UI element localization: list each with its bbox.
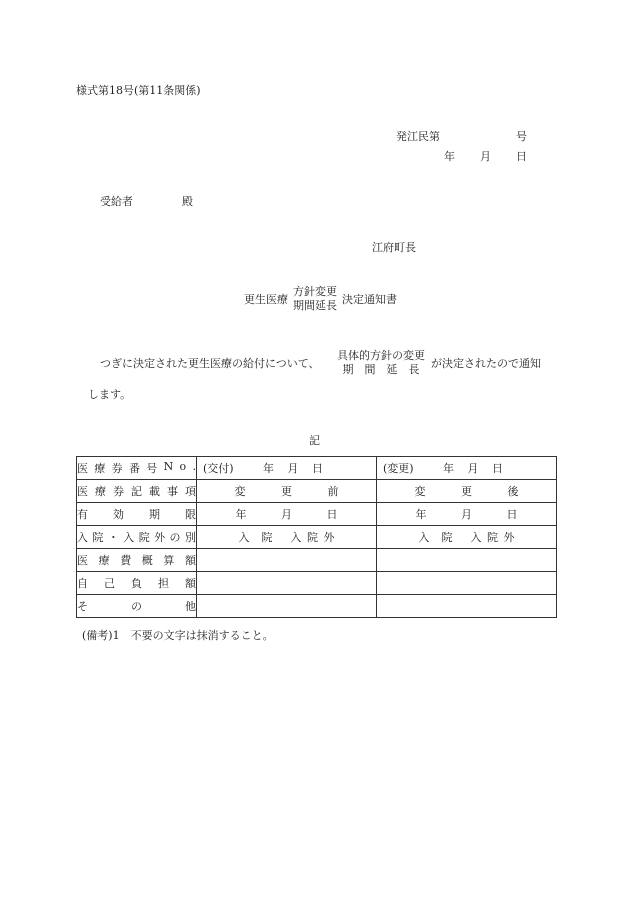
table-row [77,457,557,480]
issue-number-suffix: 号 [516,130,527,143]
details-table [76,456,557,618]
title-prefix: 更生医療 [244,293,288,306]
body-line2: します。 [88,388,132,401]
body-option-top: 具体的方針の変更 [337,349,425,362]
row-label-text: 医 療 費 概 算 額 [77,554,196,567]
table-row [77,595,557,618]
inpatient-cell-left [197,526,377,549]
recipient-honorific: 殿 [182,195,193,208]
table-row [77,572,557,595]
date-month: 月 [287,462,299,475]
row-label-text: 自 己 負 担 額 [77,577,196,590]
row-label-text: 入 院 ・ 入 院 外 の 別 [77,531,196,544]
issue-date-day: 日 [516,150,527,163]
issue-date-month: 月 [480,150,491,163]
date-day: 日 [326,508,338,521]
body-option-bottom: 期 間 延 長 [342,362,420,376]
date-month: 月 [461,508,472,521]
title-option-bottom: 期間延長 [293,298,337,312]
title-suffix: 決定通知書 [342,293,397,306]
date-year: 年 [443,462,454,475]
table-row [77,526,557,549]
body-lead: つぎに決定された更生医療の給付について、 [100,357,320,370]
row-label-text: そ の 他 [77,600,196,613]
issuer-name: 江府町長 [372,241,416,254]
recipient-label: 受給者 [100,195,133,208]
empty-cell [197,572,377,595]
row-label-text: 医 療 券 番 号 N o . [77,460,196,475]
inpatient-text: 入 院 [238,531,273,544]
date-year: 年 [415,508,427,521]
body-tail: が決定されたので通知 [431,357,541,370]
record-heading: 記 [309,434,320,447]
empty-cell [197,549,377,572]
after-change-cell [377,480,557,503]
row-label [77,526,197,549]
outpatient-text: 入 院 外 [290,531,335,544]
empty-cell [377,595,557,618]
date-day: 日 [506,508,518,521]
changed-label: (変更) [383,462,414,475]
table-row [77,549,557,572]
date-day: 日 [492,462,503,475]
row-label [77,480,197,503]
form-header: 様式第18号(第11条関係) [76,84,201,97]
row-label-text: 有 効 期 限 [77,508,196,521]
body-options [332,349,430,377]
table-row [77,480,557,503]
validity-cell-right [377,503,557,526]
outpatient-text: 入 院 外 [470,531,515,544]
after-change-text: 変 更 後 [414,485,519,498]
row-label [77,457,197,480]
issue-date-year: 年 [444,150,455,163]
empty-cell [377,549,557,572]
changed-date-cell [377,457,557,480]
row-label-text: 医 療 券 記 載 事 項 [77,485,196,498]
title-option-top: 方針変更 [293,285,337,298]
empty-cell [377,572,557,595]
date-year: 年 [235,508,247,521]
date-year: 年 [263,462,274,475]
validity-cell-left [197,503,377,526]
table-row [77,503,557,526]
inpatient-text: 入 院 [418,531,453,544]
title-options [293,285,337,313]
row-label [77,549,197,572]
empty-cell [197,595,377,618]
date-month: 月 [281,508,292,521]
issued-date-cell [197,457,377,480]
before-change-text: 変 更 前 [234,485,339,498]
inpatient-cell-right [377,526,557,549]
date-day: 日 [312,462,323,475]
issued-label: (交付) [203,462,234,475]
row-label [77,595,197,618]
row-label [77,572,197,595]
row-label [77,503,197,526]
date-month: 月 [467,462,479,475]
issue-number-prefix: 発江民第 [396,130,440,143]
remarks-note: (備考)1 不要の文字は抹消すること。 [82,629,274,642]
before-change-cell [197,480,377,503]
